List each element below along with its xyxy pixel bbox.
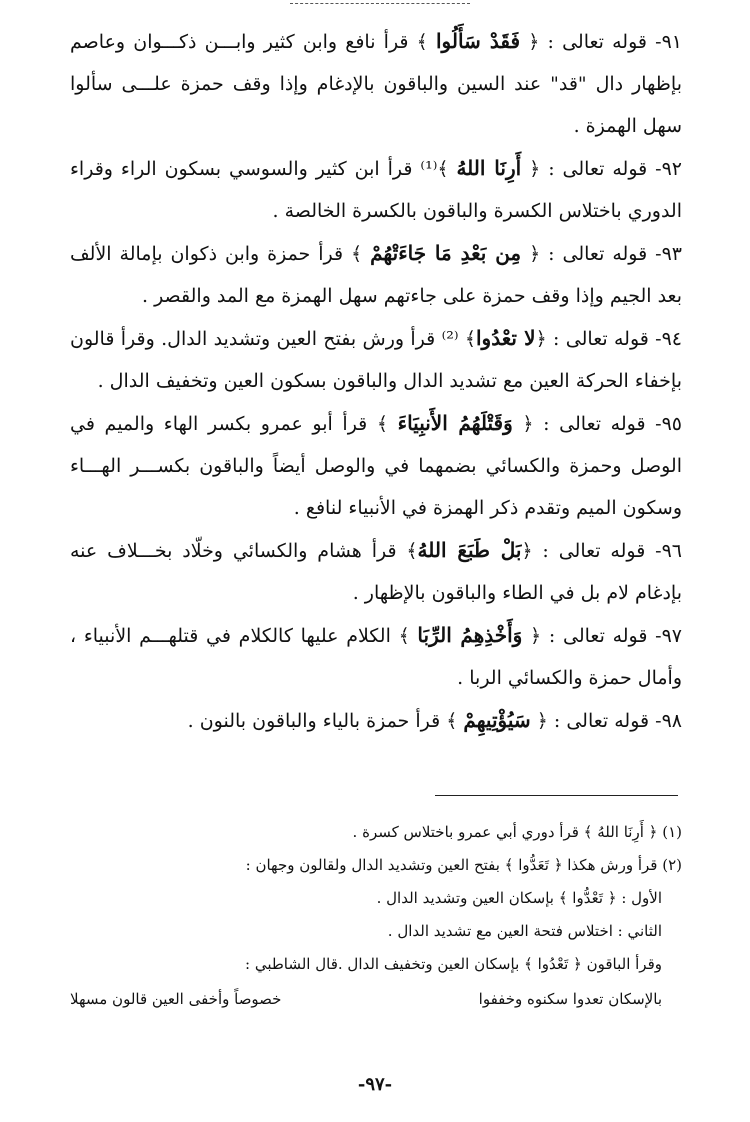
entry-body: ﴾⁽¹⁾ قرأ ابن كثير والسوسي بسكون الراء وقراء الدوري باختلاس الكسرة والباقون بالكسرة الخالصة . (70, 158, 682, 222)
quran-phrase: أَرِنَا اللهُ (456, 156, 522, 180)
footnote-rule (435, 795, 678, 796)
quran-phrase: بَلْ طَبَعَ اللهُ (417, 538, 522, 562)
quran-phrase: مِن بَعْدِ مَا جَاءَتْهُمْ (370, 241, 522, 265)
top-rule (290, 3, 470, 4)
footnote-2: (٢) قرأ ورش هكذا ﴿ تَعَدُّوا ﴾ بفتح العين وتشديد الدال ولقالون وجهان : (245, 856, 682, 874)
footnote-1: (١) ﴿ أَرِنَا اللهُ ﴾ قرأ دوري أبي عمرو باختلاس كسرة . (352, 823, 682, 841)
entry-94 (70, 317, 682, 402)
quran-phrase: سَيُؤْتِيهِمْ (463, 708, 531, 732)
entry-prefix: ٩٦- قوله تعالى : ﴿ (521, 540, 683, 562)
poem-verse (70, 983, 682, 1016)
entry-prefix: ٩٣- قوله تعالى : ﴿ (521, 243, 682, 265)
entry-93 (70, 232, 682, 317)
entry-body: ﴾ قرأ هشام والكسائي وخلّاد بخـــلاف عنه بإدغام لام بل في الطاء والباقون بالإظهار . (70, 540, 682, 604)
entry-96 (70, 529, 682, 614)
entry-prefix: ٩٢- قوله تعالى : ﴿ (521, 158, 682, 180)
entry-prefix: ٩٨- قوله تعالى : ﴿ (530, 710, 682, 732)
entry-body: ﴾ ⁽²⁾ قرأ ورش بفتح العين وتشديد الدال. وقرأ قالون بإخفاء الحركة العين مع تشديد الدال والباقون بسكون العين وتخفيف الدال . (70, 328, 682, 392)
entry-prefix: ٩٥- قوله تعالى : ﴿ (512, 413, 682, 435)
entry-91 (70, 20, 682, 147)
entry-98 (70, 699, 682, 742)
entry-body: ﴾ قرأ حمزة وابن ذكوان بإمالة الألف بعد الجيم وإذا وقف حمزة على جاءتهم سهل الهمزة مع المد والقصر . (70, 243, 682, 307)
entry-body: ﴾ قرأ أبو عمرو بكسر الهاء والميم في الوصل وحمزة والكسائي بضمهما في والوصل أيضاً والباقون بكســـر الهـــاء وسكون الميم وتقدم ذكر الهمزة في الأنبياء لنافع . (70, 413, 682, 519)
entry-body: ﴾ الكلام عليها كالكلام في قتلهـــم الأنبياء ، وأمال حمزة والكسائي الربا . (70, 625, 682, 689)
entry-body: ﴾ قرأ حمزة بالياء والباقون بالنون . (187, 710, 464, 732)
poem-hemistich-left: خصوصاً وأخفى العين قالون مسهلا (70, 990, 282, 1008)
entry-prefix: ٩٧- قوله تعالى : ﴿ (522, 625, 682, 647)
footnotes (70, 816, 682, 1016)
entry-97 (70, 614, 682, 699)
entry-95 (70, 402, 682, 529)
quran-phrase: وَقَتْلَهُمُ الأَنبِيَاءَ (397, 411, 513, 435)
footnote-2-rest: وقرأ الباقون ﴿ تَعْدُوا ﴾ بإسكان العين وتخفيف الدال .قال الشاطبي : (245, 955, 662, 973)
page-number: -٩٧- (357, 1074, 393, 1095)
entry-body: ﴾ قرأ نافع وابن كثير وابـــن ذكـــوان وعاصم بإظهار دال "قد" عند السين والباقون بالإدغام وإذا وقف حمزة علـــى سألوا سهل الهمزة . (70, 31, 682, 137)
footnote-2-first: الأول : ﴿ تَعْدُّوا ﴾ بإسكان العين وتشديد الدال . (376, 889, 662, 907)
entry-prefix: ٩١- قوله تعالى : ﴿ (520, 31, 682, 53)
main-text (70, 20, 682, 742)
entry-prefix: ٩٤- قوله تعالى : ﴿ (535, 328, 683, 350)
footnote-2-second: الثاني : اختلاس فتحة العين مع تشديد الدال . (387, 922, 662, 940)
quran-phrase: وَأَخْذِهِمُ الرِّبَا (417, 623, 523, 647)
quran-phrase: فَقَدْ سَأَلُوا (435, 29, 521, 53)
poem-hemistich-right: بالإسكان تعدوا سكنوه وخففوا (478, 990, 662, 1008)
quran-phrase: لا تعْدُوا (476, 326, 536, 350)
entry-92 (70, 147, 682, 232)
